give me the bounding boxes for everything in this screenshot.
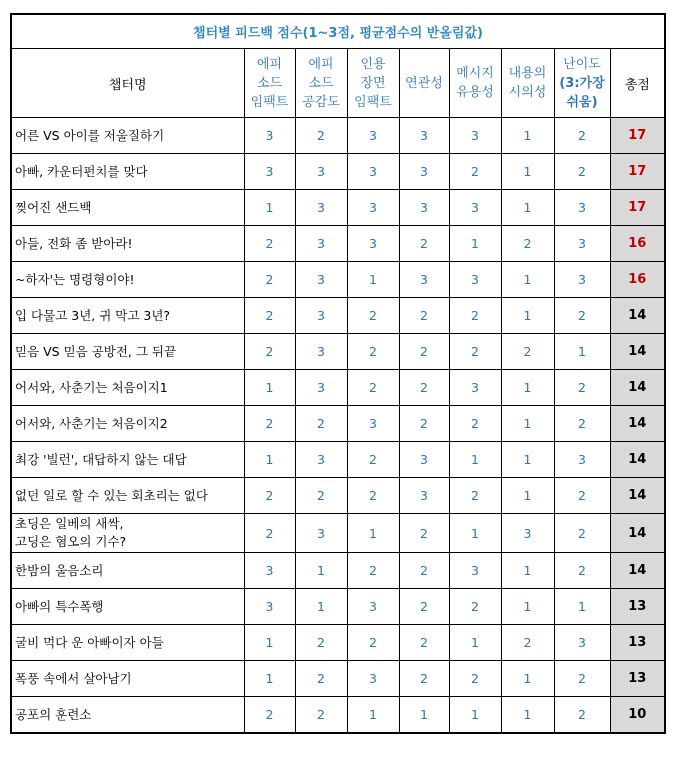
score-cell: 2	[244, 478, 295, 514]
total-score-cell: 14	[610, 370, 665, 406]
table-row	[11, 334, 665, 370]
table-row	[11, 190, 665, 226]
score-cell: 3	[244, 118, 295, 154]
chapter-name-cell	[11, 154, 244, 190]
table-row	[11, 118, 665, 154]
chapter-name-cell	[11, 190, 244, 226]
table-row	[11, 262, 665, 298]
chapter-name-line2: 고딩은 혐오의 기수?	[15, 534, 127, 549]
score-cell: 3	[347, 406, 399, 442]
total-score-cell: 14	[610, 514, 665, 553]
score-cell: 2	[347, 553, 399, 589]
chapter-name: 굴비 먹다 운 아빠이자 아들	[15, 634, 164, 650]
score-cell: 1	[501, 478, 554, 514]
score-cell: 1	[449, 625, 501, 661]
score-cell: 3	[295, 334, 347, 370]
score-cell: 3	[244, 589, 295, 625]
total-score-cell: 16	[610, 262, 665, 298]
score-cell: 3	[449, 553, 501, 589]
score-cell: 2	[449, 406, 501, 442]
score-cell: 2	[295, 661, 347, 697]
chapter-name-cell	[11, 661, 244, 697]
score-cell: 2	[347, 298, 399, 334]
score-cell: 2	[399, 514, 449, 553]
score-cell: 1	[554, 589, 610, 625]
total-score-cell: 14	[610, 442, 665, 478]
table-row	[11, 625, 665, 661]
score-cell: 3	[347, 118, 399, 154]
header-total: 총점	[610, 49, 665, 118]
score-cell: 3	[244, 154, 295, 190]
total-score-cell: 17	[610, 190, 665, 226]
total-score-cell: 17	[610, 118, 665, 154]
score-cell: 3	[399, 442, 449, 478]
score-cell: 3	[347, 589, 399, 625]
header-metric-line: 메시지	[456, 66, 494, 81]
table-row	[11, 406, 665, 442]
score-cell: 3	[554, 625, 610, 661]
chapter-name: 어서와, 사춘기는 처음이지1	[15, 379, 168, 395]
score-cell: 1	[449, 514, 501, 553]
score-cell: 2	[399, 661, 449, 697]
table-row	[11, 514, 665, 553]
score-cell: 3	[449, 118, 501, 154]
header-chapter-name: 챕터명	[11, 49, 244, 118]
header-metric-line: 장면	[360, 75, 386, 91]
chapter-name-cell	[11, 406, 244, 442]
score-cell: 1	[244, 661, 295, 697]
score-cell: 1	[244, 442, 295, 478]
table-title: 챕터별 피드백 점수(1~3점, 평균점수의 반올림값)	[11, 14, 665, 49]
score-cell: 2	[449, 334, 501, 370]
score-cell: 1	[501, 190, 554, 226]
chapter-name-cell	[11, 262, 244, 298]
score-cell: 2	[399, 226, 449, 262]
score-cell: 1	[501, 154, 554, 190]
total-score-cell: 14	[610, 334, 665, 370]
table-row	[11, 226, 665, 262]
score-cell: 1	[347, 514, 399, 553]
score-cell: 2	[554, 514, 610, 553]
table-row	[11, 589, 665, 625]
chapter-name: 아들, 전화 좀 받아라!	[15, 235, 133, 251]
chapter-name-cell	[11, 478, 244, 514]
header-metric-line: 소드	[256, 75, 283, 91]
score-cell: 3	[295, 514, 347, 553]
score-cell: 3	[244, 553, 295, 589]
score-cell: 2	[347, 442, 399, 478]
chapter-name: 믿음 VS 믿음 공방전, 그 뒤끝	[15, 343, 177, 359]
header-row	[11, 49, 665, 118]
score-cell: 1	[244, 370, 295, 406]
score-cell: 2	[449, 589, 501, 625]
total-score-cell: 17	[610, 154, 665, 190]
score-cell: 1	[501, 697, 554, 734]
chapter-name: 아빠의 특수폭행	[15, 598, 104, 614]
score-cell: 2	[347, 478, 399, 514]
chapter-name: 한밤의 울음소리	[15, 562, 104, 578]
table-row	[11, 442, 665, 478]
score-cell: 1	[501, 298, 554, 334]
score-cell: 3	[295, 442, 347, 478]
chapter-name-cell	[11, 589, 244, 625]
score-cell: 1	[501, 589, 554, 625]
score-cell: 2	[449, 478, 501, 514]
header-difficulty	[554, 49, 610, 118]
score-cell: 3	[399, 262, 449, 298]
score-cell: 1	[501, 370, 554, 406]
score-cell: 2	[295, 478, 347, 514]
score-cell: 2	[399, 298, 449, 334]
score-cell: 2	[554, 553, 610, 589]
score-cell: 2	[501, 226, 554, 262]
score-cell: 2	[554, 697, 610, 734]
table-row	[11, 370, 665, 406]
chapter-name: ~하자'는 명령형이야!	[15, 271, 135, 287]
table-row	[11, 154, 665, 190]
score-cell: 2	[347, 625, 399, 661]
chapter-name: 아빠, 카운터펀치를 맞다	[15, 163, 148, 179]
total-score-cell: 10	[610, 697, 665, 734]
score-cell: 2	[244, 298, 295, 334]
score-cell: 1	[554, 334, 610, 370]
score-cell: 1	[449, 697, 501, 734]
score-cell: 2	[554, 118, 610, 154]
score-cell: 2	[554, 661, 610, 697]
score-cell: 3	[295, 298, 347, 334]
total-score-cell: 14	[610, 298, 665, 334]
header-metric-3	[399, 49, 449, 118]
score-cell: 1	[501, 118, 554, 154]
chapter-name-cell	[11, 514, 244, 553]
chapter-name-cell	[11, 625, 244, 661]
score-cell: 3	[554, 226, 610, 262]
table-row	[11, 661, 665, 697]
score-cell: 3	[347, 190, 399, 226]
chapter-name: 초딩은 일베의 새싹,	[15, 516, 124, 531]
score-cell: 2	[554, 406, 610, 442]
score-cell: 1	[295, 589, 347, 625]
header-metric-line: 공감도	[302, 94, 340, 110]
header-difficulty-line: 쉬움)	[566, 94, 598, 110]
score-cell: 1	[244, 625, 295, 661]
header-metric-2	[347, 49, 399, 118]
header-metric-line: 에피	[256, 56, 283, 72]
score-cell: 1	[295, 553, 347, 589]
chapter-name: 찢어진 샌드백	[15, 199, 92, 215]
score-cell: 3	[554, 442, 610, 478]
chapter-name-cell	[11, 118, 244, 154]
score-cell: 3	[399, 190, 449, 226]
chapter-name-cell	[11, 298, 244, 334]
score-cell: 2	[399, 406, 449, 442]
score-cell: 2	[244, 334, 295, 370]
score-cell: 1	[501, 553, 554, 589]
score-cell: 2	[295, 697, 347, 734]
table-row	[11, 697, 665, 734]
header-difficulty-line: 난이도	[563, 56, 601, 72]
score-cell: 3	[347, 226, 399, 262]
chapter-name: 입 다물고 3년, 귀 막고 3년?	[15, 307, 171, 323]
score-cell: 2	[347, 334, 399, 370]
table-row	[11, 553, 665, 589]
score-cell: 3	[554, 262, 610, 298]
score-cell: 3	[449, 262, 501, 298]
score-cell: 1	[449, 442, 501, 478]
score-cell: 2	[554, 298, 610, 334]
score-cell: 2	[244, 406, 295, 442]
header-metric-line: 시의성	[508, 85, 547, 100]
chapter-name-cell	[11, 697, 244, 734]
header-metric-line: 연관성	[405, 75, 443, 91]
header-metric-line: 인용	[360, 56, 386, 72]
score-cell: 1	[501, 406, 554, 442]
score-cell: 1	[399, 697, 449, 734]
chapter-name: 없던 일로 할 수 있는 회초리는 없다	[15, 487, 208, 503]
score-cell: 2	[554, 478, 610, 514]
score-cell: 2	[449, 154, 501, 190]
chapter-name-cell	[11, 370, 244, 406]
score-cell: 2	[399, 589, 449, 625]
score-cell: 2	[295, 625, 347, 661]
score-cell: 3	[295, 262, 347, 298]
score-cell: 2	[347, 370, 399, 406]
score-cell: 1	[244, 190, 295, 226]
score-cell: 1	[501, 661, 554, 697]
score-cell: 3	[295, 154, 347, 190]
chapter-name: 공포의 훈련소	[15, 706, 92, 722]
header-metric-line: 임팩트	[354, 94, 392, 110]
score-cell: 3	[501, 514, 554, 553]
total-score-cell: 14	[610, 553, 665, 589]
score-cell: 3	[399, 478, 449, 514]
table-row	[11, 478, 665, 514]
header-metric-line: 임팩트	[250, 94, 289, 110]
score-cell: 1	[347, 262, 399, 298]
header-difficulty-line: (3:가장	[559, 75, 605, 91]
score-cell: 3	[347, 154, 399, 190]
score-cell: 3	[295, 370, 347, 406]
header-metric-5	[501, 49, 554, 118]
header-metric-4	[449, 49, 501, 118]
score-cell: 2	[449, 298, 501, 334]
score-cell: 2	[399, 334, 449, 370]
score-cell: 2	[295, 406, 347, 442]
score-cell: 2	[399, 370, 449, 406]
score-cell: 2	[244, 514, 295, 553]
feedback-score-table	[10, 13, 666, 734]
score-cell: 3	[399, 118, 449, 154]
score-cell: 2	[244, 697, 295, 734]
score-cell: 1	[501, 442, 554, 478]
table-row	[11, 298, 665, 334]
chapter-name-cell	[11, 553, 244, 589]
chapter-name-cell	[11, 226, 244, 262]
score-cell: 3	[399, 154, 449, 190]
score-cell: 2	[501, 334, 554, 370]
score-cell: 2	[399, 553, 449, 589]
score-cell: 2	[501, 625, 554, 661]
score-cell: 3	[554, 190, 610, 226]
total-score-cell: 13	[610, 589, 665, 625]
score-cell: 3	[295, 190, 347, 226]
score-cell: 2	[554, 370, 610, 406]
chapter-name-cell	[11, 334, 244, 370]
header-metric-1	[295, 49, 347, 118]
score-cell: 1	[347, 697, 399, 734]
score-cell: 1	[501, 262, 554, 298]
score-cell: 2	[449, 661, 501, 697]
score-cell: 1	[449, 226, 501, 262]
score-cell: 3	[347, 661, 399, 697]
total-score-cell: 16	[610, 226, 665, 262]
header-metric-line: 내용의	[508, 66, 547, 81]
chapter-name: 최강 '빌런', 대답하지 않는 대답	[15, 451, 187, 467]
chapter-name-cell	[11, 442, 244, 478]
total-score-cell: 14	[610, 406, 665, 442]
chapter-name: 어른 VS 아이를 저울질하기	[15, 127, 165, 143]
score-cell: 2	[554, 154, 610, 190]
chapter-name: 어서와, 사춘기는 처음이지2	[15, 415, 168, 431]
score-cell: 3	[295, 226, 347, 262]
total-score-cell: 13	[610, 625, 665, 661]
score-cell: 2	[244, 226, 295, 262]
total-score-cell: 13	[610, 661, 665, 697]
chapter-name: 폭풍 속에서 살아남기	[15, 670, 132, 686]
score-cell: 3	[449, 370, 501, 406]
header-metric-line: 유용성	[456, 85, 494, 100]
header-metric-line: 에피	[308, 56, 334, 72]
score-cell: 2	[399, 625, 449, 661]
header-metric-line: 소드	[308, 75, 334, 91]
score-cell: 2	[244, 262, 295, 298]
total-score-cell: 14	[610, 478, 665, 514]
score-cell: 2	[295, 118, 347, 154]
score-cell: 3	[449, 190, 501, 226]
header-metric-0	[244, 49, 295, 118]
